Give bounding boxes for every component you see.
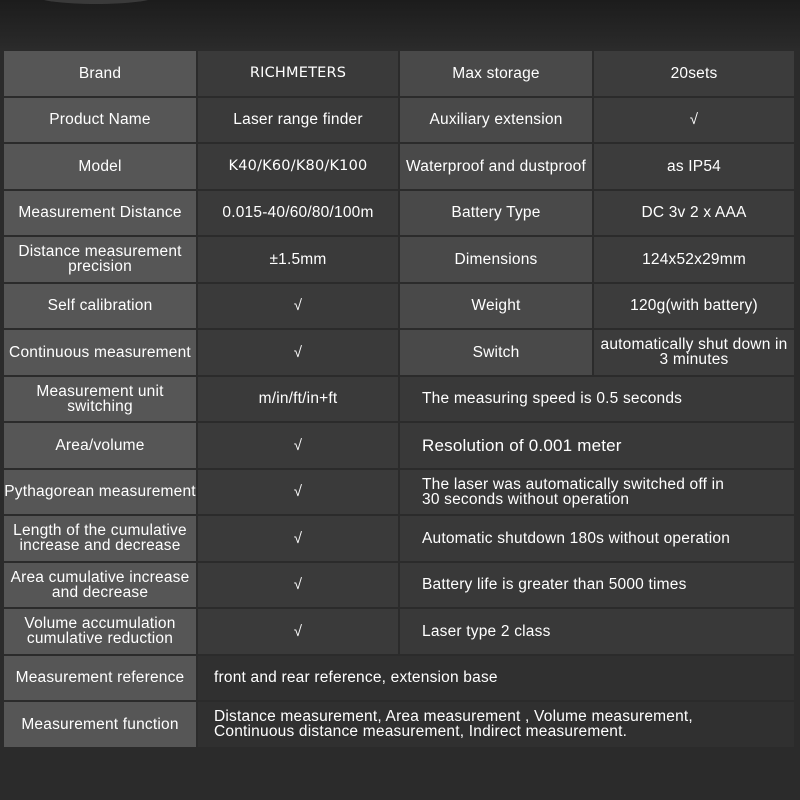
table-row	[4, 516, 794, 561]
table-row	[4, 702, 794, 747]
feature-text: Battery life is greater than 5000 times	[400, 563, 794, 608]
spec-label: Volume accumulation cumulative reduction	[4, 609, 196, 654]
spec-label: Switch	[400, 330, 592, 375]
spec-label: Auxiliary extension	[400, 98, 592, 143]
spec-table	[2, 49, 796, 749]
table-row	[4, 563, 794, 608]
spec-label: Continuous measurement	[4, 330, 196, 375]
spec-label: Measurement function	[4, 702, 196, 747]
spec-label: Dimensions	[400, 237, 592, 282]
table-row	[4, 284, 794, 329]
feature-text: The measuring speed is 0.5 seconds	[400, 377, 794, 422]
spec-label: Area/volume	[4, 423, 196, 468]
spec-value: √	[198, 609, 398, 654]
spec-value: ±1.5mm	[198, 237, 398, 282]
spec-label: Self calibration	[4, 284, 196, 329]
spec-value: DC 3v 2 x AAA	[594, 191, 794, 236]
spec-value: RICHMETERS	[198, 51, 398, 96]
feature-text: Resolution of 0.001 meter	[400, 423, 794, 468]
spec-value: m/in/ft/in+ft	[198, 377, 398, 422]
spec-label: Brand	[4, 51, 196, 96]
spec-label: Measurement Distance	[4, 191, 196, 236]
spec-label: Waterproof and dustproof	[400, 144, 592, 189]
spec-label: Max storage	[400, 51, 592, 96]
table-row	[4, 330, 794, 375]
spec-label: Product Name	[4, 98, 196, 143]
spec-label: Battery Type	[400, 191, 592, 236]
spec-value: √	[198, 330, 398, 375]
table-row	[4, 609, 794, 654]
spec-value: 120g(with battery)	[594, 284, 794, 329]
spec-label: Measurement reference	[4, 656, 196, 701]
spec-value: as IP54	[594, 144, 794, 189]
spec-label: Area cumulative increase and decrease	[4, 563, 196, 608]
spec-value: 124x52x29mm	[594, 237, 794, 282]
spec-label: Measurement unit switching	[4, 377, 196, 422]
spec-value: 0.015-40/60/80/100m	[198, 191, 398, 236]
spec-label: Distance measurement precision	[4, 237, 196, 282]
table-row	[4, 144, 794, 189]
top-bar	[0, 0, 800, 48]
spec-value: √	[198, 516, 398, 561]
spec-value: Laser range finder	[198, 98, 398, 143]
feature-text: The laser was automatically switched off in 30 seconds without operation	[400, 470, 794, 515]
table-row	[4, 423, 794, 468]
spec-value: front and rear reference, extension base	[198, 656, 794, 701]
table-row	[4, 237, 794, 282]
spec-value: √	[198, 423, 398, 468]
bottom-bar	[0, 750, 800, 800]
table-row	[4, 656, 794, 701]
table-row	[4, 51, 794, 96]
table-row	[4, 98, 794, 143]
spec-value: Distance measurement, Area measurement , Volume measurement, Continuous distance measurement, Indirect measurement.	[198, 702, 794, 747]
spec-value: √	[198, 284, 398, 329]
spec-value: √	[594, 98, 794, 143]
spec-label: Model	[4, 144, 196, 189]
spec-value: automatically shut down in 3 minutes	[594, 330, 794, 375]
spec-value: K40/K60/K80/K100	[198, 144, 398, 189]
spec-value: 20sets	[594, 51, 794, 96]
spec-label: Pythagorean measurement	[4, 470, 196, 515]
spec-label: Length of the cumulative increase and decrease	[4, 516, 196, 561]
table-row	[4, 470, 794, 515]
spec-label: Weight	[400, 284, 592, 329]
feature-text: Automatic shutdown 180s without operation	[400, 516, 794, 561]
table-row	[4, 377, 794, 422]
top-decoration	[36, 0, 156, 4]
spec-value: √	[198, 470, 398, 515]
table-row	[4, 191, 794, 236]
spec-value: √	[198, 563, 398, 608]
feature-text: Laser type 2 class	[400, 609, 794, 654]
